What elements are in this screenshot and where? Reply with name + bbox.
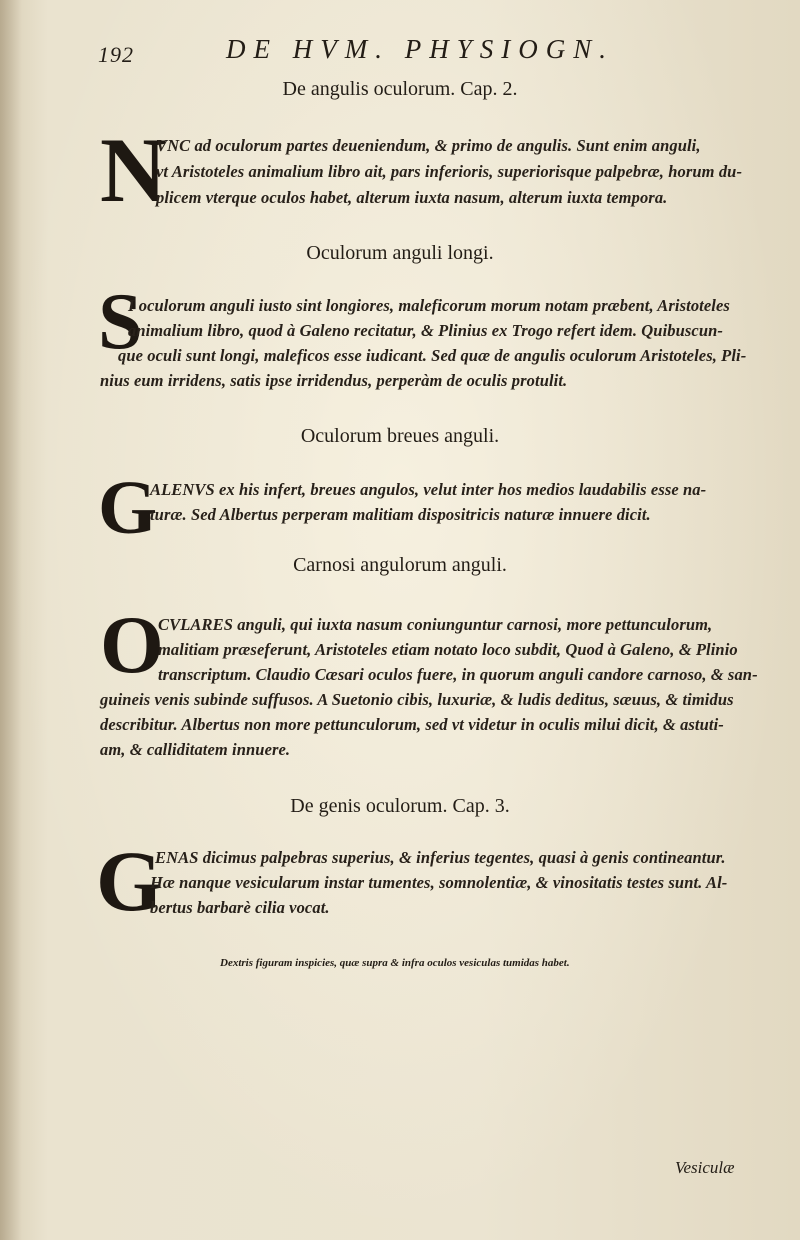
drop-capital: G [98,466,158,550]
page-number: 192 [98,42,134,67]
text-line: I oculorum anguli iusto sint longiores, maleficorum morum notam præbent, Aristoteles [128,296,730,315]
text-line: nius eum irridens, satis ipse irridendus, perperàm de oculis protulit. [100,371,568,390]
section-heading-3: Oculorum breues anguli. [300,425,500,447]
binding-shadow [0,0,22,1240]
text-line: que oculi sunt longi, maleficos esse iudicant. Sed quæ de angulis oculorum Aristoteles, Pli- [118,346,747,365]
text-line: bertus barbarè cilia vocat. [150,898,330,917]
text-line: animalium libro, quod à Galeno recitatur, & Plinius ex Trogo refert idem. Quibuscun- [128,321,723,340]
text-line: CVLARES anguli, qui iuxta nasum coniunguntur carnosi, more pettunculorum, [158,615,713,634]
text-line: describitur. Albertus non more pettunculorum, sed vt videtur in oculis milui dicit, & astuti- [100,715,724,734]
section-heading-5: De genis oculorum. Cap. 3. [290,795,510,817]
text-line: ALENVS ex his infert, breues angulos, velut inter hos medios laudabilis esse na- [150,480,707,499]
drop-capital: G [96,833,163,929]
text-line: transcriptum. Claudio Cæsari oculos fuere, in quorum anguli candore carnoso, & san- [158,665,758,684]
text-line: Hæ nanque vesicularum instar tumentes, somnolentiæ, & vinositatis testes sunt. Al- [150,873,728,892]
catchword: Vesiculæ [675,1158,735,1177]
text-line: guineis venis subinde suffusos. A Suetonio cibis, luxuriæ, & ludis deditus, sæuus, & timidus [100,690,734,709]
figure-caption: Dextris figuram inspicies, quæ supra & infra oculos vesiculas tumidas habet. [220,957,570,969]
text-line: ENAS dicimus palpebras superius, & inferius tegentes, quasi à genis contineantur. [155,848,726,867]
text-line: VNC ad oculorum partes deueniendum, & primo de angulis. Sunt enim anguli, [156,136,701,155]
running-head [0,34,800,70]
section-heading-2: Oculorum anguli longi. [306,242,494,264]
text-line: am, & calliditatem innuere. [100,740,291,759]
text-line: plicem vterque oculos habet, alterum iuxta nasum, alterum iuxta tempora. [156,188,668,207]
drop-capital: S [98,278,143,366]
section-heading-1: De angulis oculorum. Cap. 2. [282,78,518,100]
drop-capital: O [100,599,164,690]
text-line: vt Aristoteles animalium libro ait, pars inferioris, superiorisque palpebræ, horum du- [156,162,743,181]
drop-capital: N [100,119,167,221]
text-line: malitiam præseferunt, Aristoteles etiam notato loco subdit, Quod à Galeno, & Plinio [158,640,738,659]
section-heading-4: Carnosi angulorum anguli. [293,554,507,576]
running-title: DE HVM. PHYSIOGN. [226,34,614,64]
text-line: turæ. Sed Albertus perperam malitiam dispositricis naturæ innuere dicit. [150,505,651,524]
